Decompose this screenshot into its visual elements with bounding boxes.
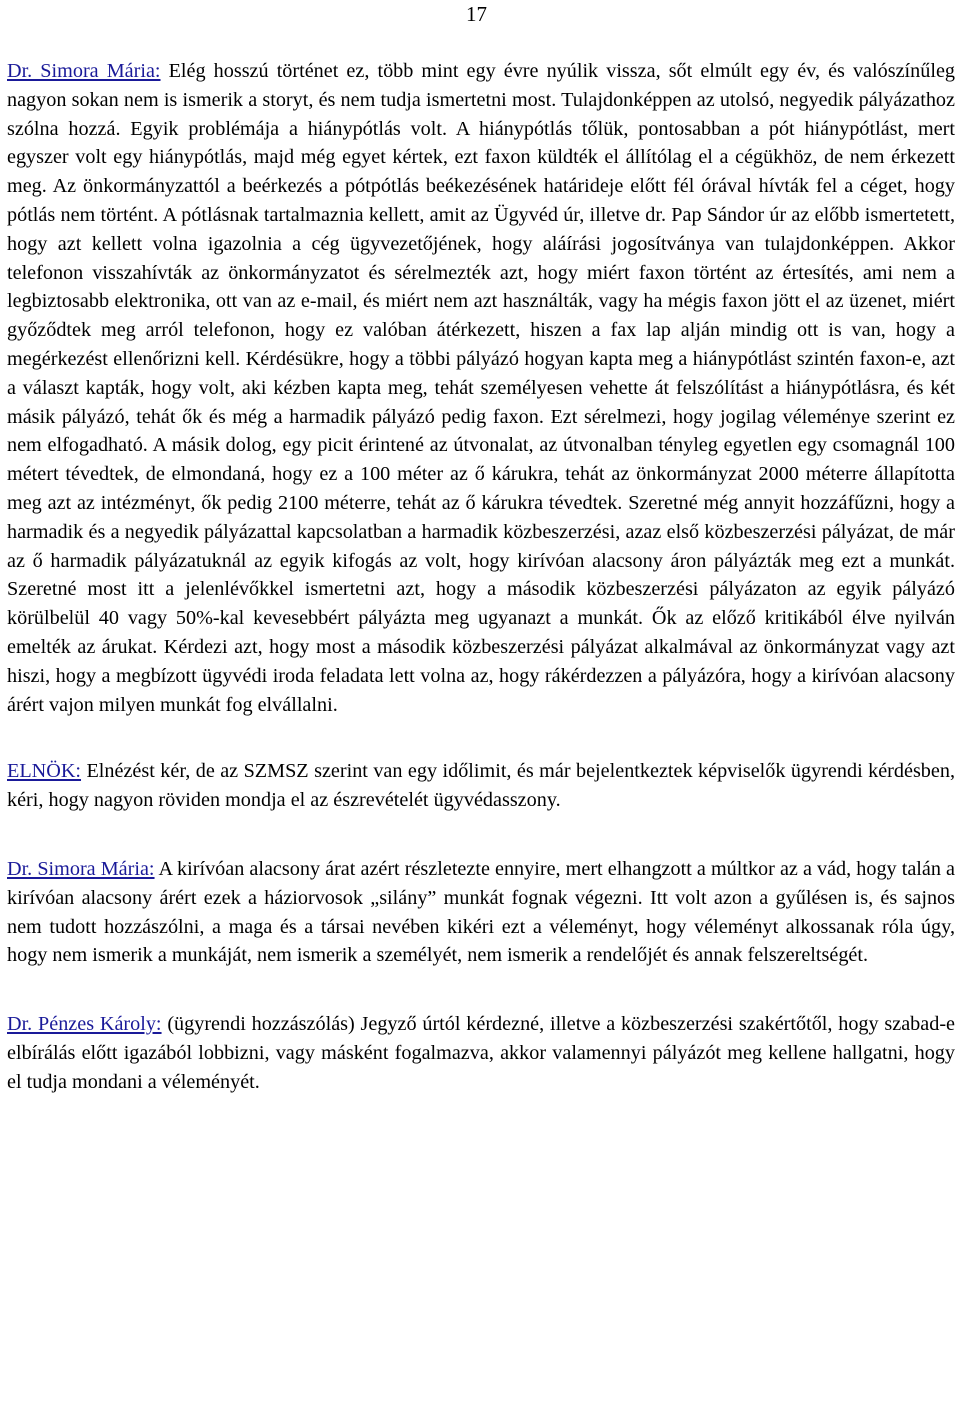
speaker-name: Dr. Pénzes Károly:	[7, 1013, 162, 1036]
speaker-name: Dr. Simora Mária:	[7, 857, 155, 880]
paragraph-text: (ügyrendi hozzászólás) Jegyző úrtól kérdezné, illetve a közbeszerzési szakértőtől, hogy szabad-e elbírálás előtt igazából lobbizni, vagy másként fogalmazva, akkor valamennyi pályázót meg kellene hallgatni, hogy el tudja mondani a véleményét.	[7, 1013, 955, 1093]
paragraph-text: Elég hosszú történet ez, több mint egy évre nyúlik vissza, sőt elmúlt egy év, és valószínűleg nagyon sokan nem is ismerik a storyt, és nem tudja ismertetni most. Tulajdonképpen az utolsó, negyedik pályázathoz szólna hozzá. Egyik problémája a hiánypótlás volt. A hiánypótlás tőlük, pontosabban a pót hiánypótlást, mert egyszer volt egy hiánypótlás, majd még egyet kértek, ezt faxon küldték el állítólag el a cégükhöz, de nem érkezett meg. Az önkormányzattól a beérkezés a pótpótlás beékezésének határideje előtt fél órával hívták fel a céget, hogy pótlás nem történt. A pótlásnak tartalmaznia kellett, amit az Ügyvéd úr, illetve dr. Pap Sándor úr az előbb ismertetett, hogy azt kellett volna igazolnia a cég ügyvezetőjének, hogy aláírási jogosítványa van tulajdonképpen. Akkor telefonon visszahívták az önkormányzatot és sérelmezték azt, hogy miért faxon történt az értesítés, ami nem a legbiztosabb elektronika, ott van az e-mail, és miért nem azt használták, vagy ha mégis faxon jött el az üzenet, miért győződtek meg arról telefonon, hogy ez valóban átérkezett, hiszen a fax lap alján mindig ott is van, hogy a megérkezést ellenőrizni kell. Kérdésükre, hogy a többi pályázó hogyan kapta meg a hiánypótlást szintén faxon-e, azt a választ kapták, hogy volt, aki kézben kapta meg, tehát személyesen vehette át felszólítást a hiánypótlásra, és két másik pályázó, tehát ők és még a harmadik pályázó pedig faxon. Ezt sérelmezi, hogy jogilag véleménye szerint ez nem elfogadható. A másik dolog, egy picit érintené az útvonalat, az útvonalban tényleg egyetlen egy csomagnál 100 métert tévedtek, de elmondaná, hogy ez a 100 méter az ő kárukra, tehát az önkormányzat 2000 méterre állapította meg azt az intézményt, ők pedig 2100 méterre, tehát az ő kárukra tévedtek. Szeretné még annyit hozzáfűzni, hogy a harmadik és a negyedik pályázattal kapcsolatban a harmadik közbeszerzési, azaz első közbeszerzési pályázat, de már az ő harmadik pályázatuknál az egyik kifogás az volt, hogy kirívóan alacsony áron pályázták meg ezt a munkát. Szeretné most itt a jelenlévőkkel ismertetni azt, hogy a második közbeszerzési pályázaton az egyik pályázó körülbelül 40 vagy 50%-kal kevesebbért pályázta meg ugyanazt a munkát. Ők az előző kritikából élve nyilván emelték az árukat. Kérdezi azt, hogy most a második közbeszerzési pályázat alkalmával az önkormányzat vagy azt hiszi, hogy a megbízott ügyvédi iroda feladata lett volna az, hogy rákérdezzen a pályázóra, hogy a kirívóan alacsony árért vajon milyen munkát fog elvállalni.	[7, 60, 955, 716]
document-body	[7, 57, 955, 1097]
paragraph-simora-1	[7, 57, 955, 719]
paragraph-simora-2	[7, 855, 955, 970]
paragraph-text: A kirívóan alacsony árat azért részletezte ennyire, mert elhangzott a múltkor az a vád, hogy talán a kirívóan alacsony árért ezek a háziorvosok „silány” munkát fognak végezni. Itt volt azon a gyűlésen is, és sajnos nem tudott hozzászólni, a maga és a társai nevében kikéri ezt a véleményt, hogy véleményt alkossanak róla úgy, hogy nem ismerik a munkáját, nem ismerik a személyét, nem ismerik a rendelőjét és annak felszereltségét.	[7, 857, 956, 967]
speaker-name: Dr. Simora Mária:	[7, 60, 161, 82]
paragraph-text: Elnézést kér, de az SZMSZ szerint van egy időlimit, és már bejelentkeztek képviselők ügyrendi kérdésben, kéri, hogy nagyon röviden mondja el az észrevételét ügyvédasszony.	[7, 760, 955, 812]
page-number: 17	[466, 2, 487, 26]
paragraph-penzes	[7, 1010, 955, 1096]
paragraph-elnok	[7, 757, 955, 815]
speaker-name: ELNÖK:	[7, 760, 82, 783]
